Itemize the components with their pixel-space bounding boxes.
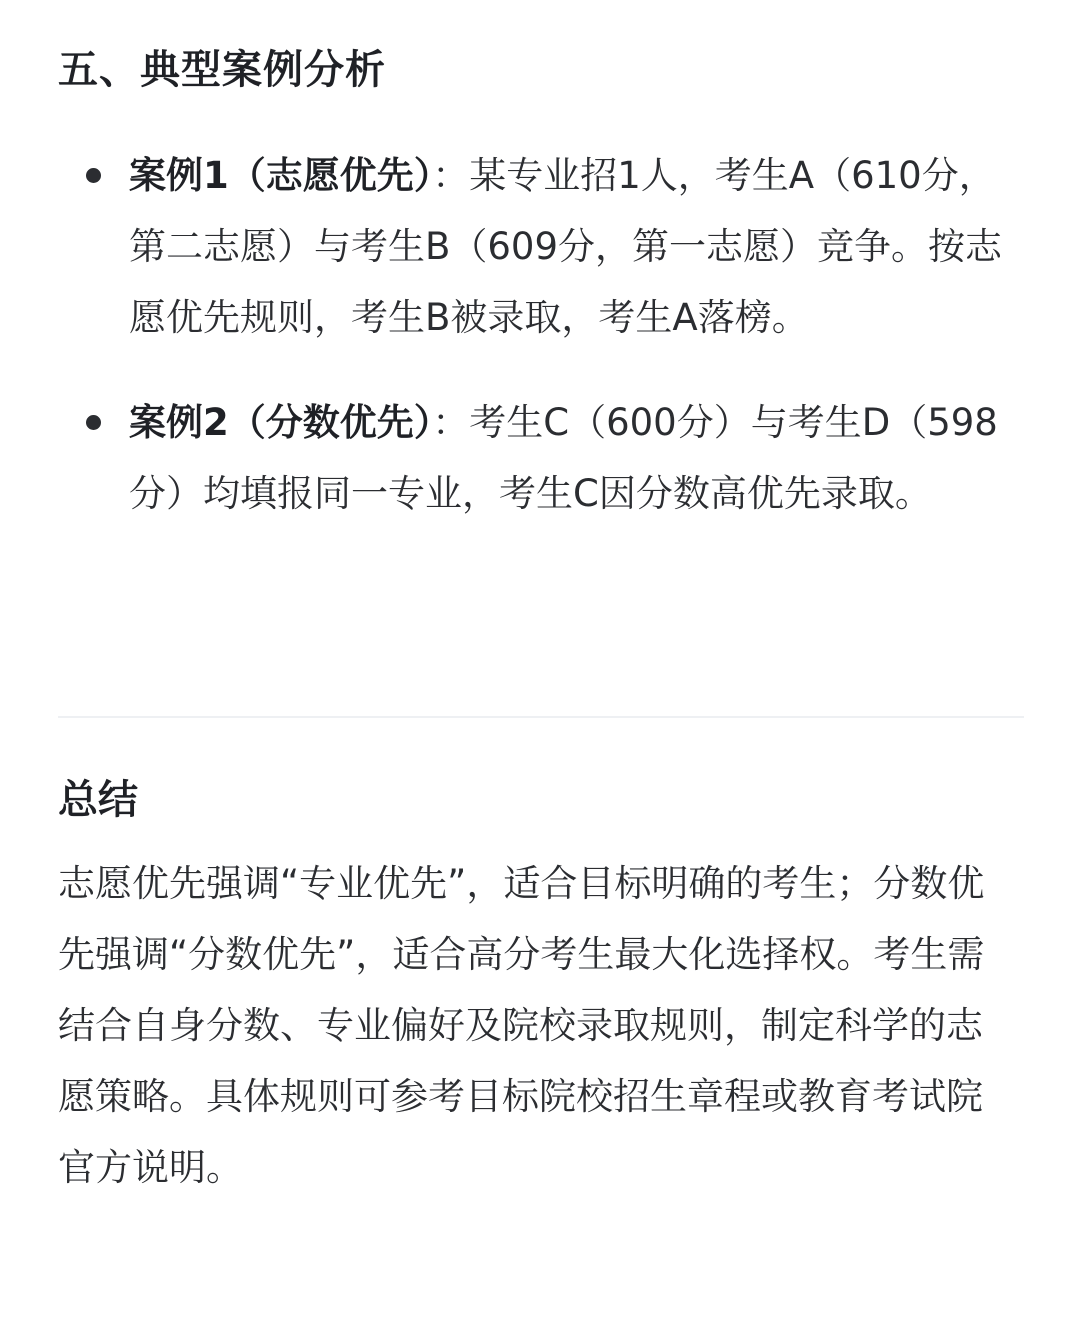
section-divider (58, 716, 1024, 718)
case-title: 案例1（志愿优先） (129, 154, 433, 197)
summary-paragraph: 志愿优先强调“专业优先”，适合目标明确的考生；分数优先强调“分数优先”，适合高分考生最大化选择权。考生需结合自身分数、专业偏好及院校录取规则，制定科学的志愿策略。具体规则可参考目标院校招生章程或教育考试院官方说明。 (58, 862, 985, 1189)
bullet-dot-icon (86, 415, 101, 430)
case-item-2 (0, 387, 1009, 529)
case-item-1 (0, 140, 1009, 353)
bullet-dot-icon (86, 168, 101, 183)
case-body: 某专业招1人，考生A（610分，第二志愿）与考生B（609分，第一志愿）竞争。按志愿优先规则，考生B被录取，考生A落榜。 (129, 154, 1003, 339)
case-list (0, 140, 1080, 529)
case-colon: ： (432, 401, 470, 444)
section-title: 五、典型案例分析 (58, 47, 386, 93)
summary-title: 总结 (58, 777, 138, 823)
case-title: 案例2（分数优先） (129, 401, 433, 444)
case-colon: ： (432, 154, 470, 197)
case-body: 考生C（600分）与考生D（598分）均填报同一专业，考生C因分数高优先录取。 (129, 401, 998, 515)
